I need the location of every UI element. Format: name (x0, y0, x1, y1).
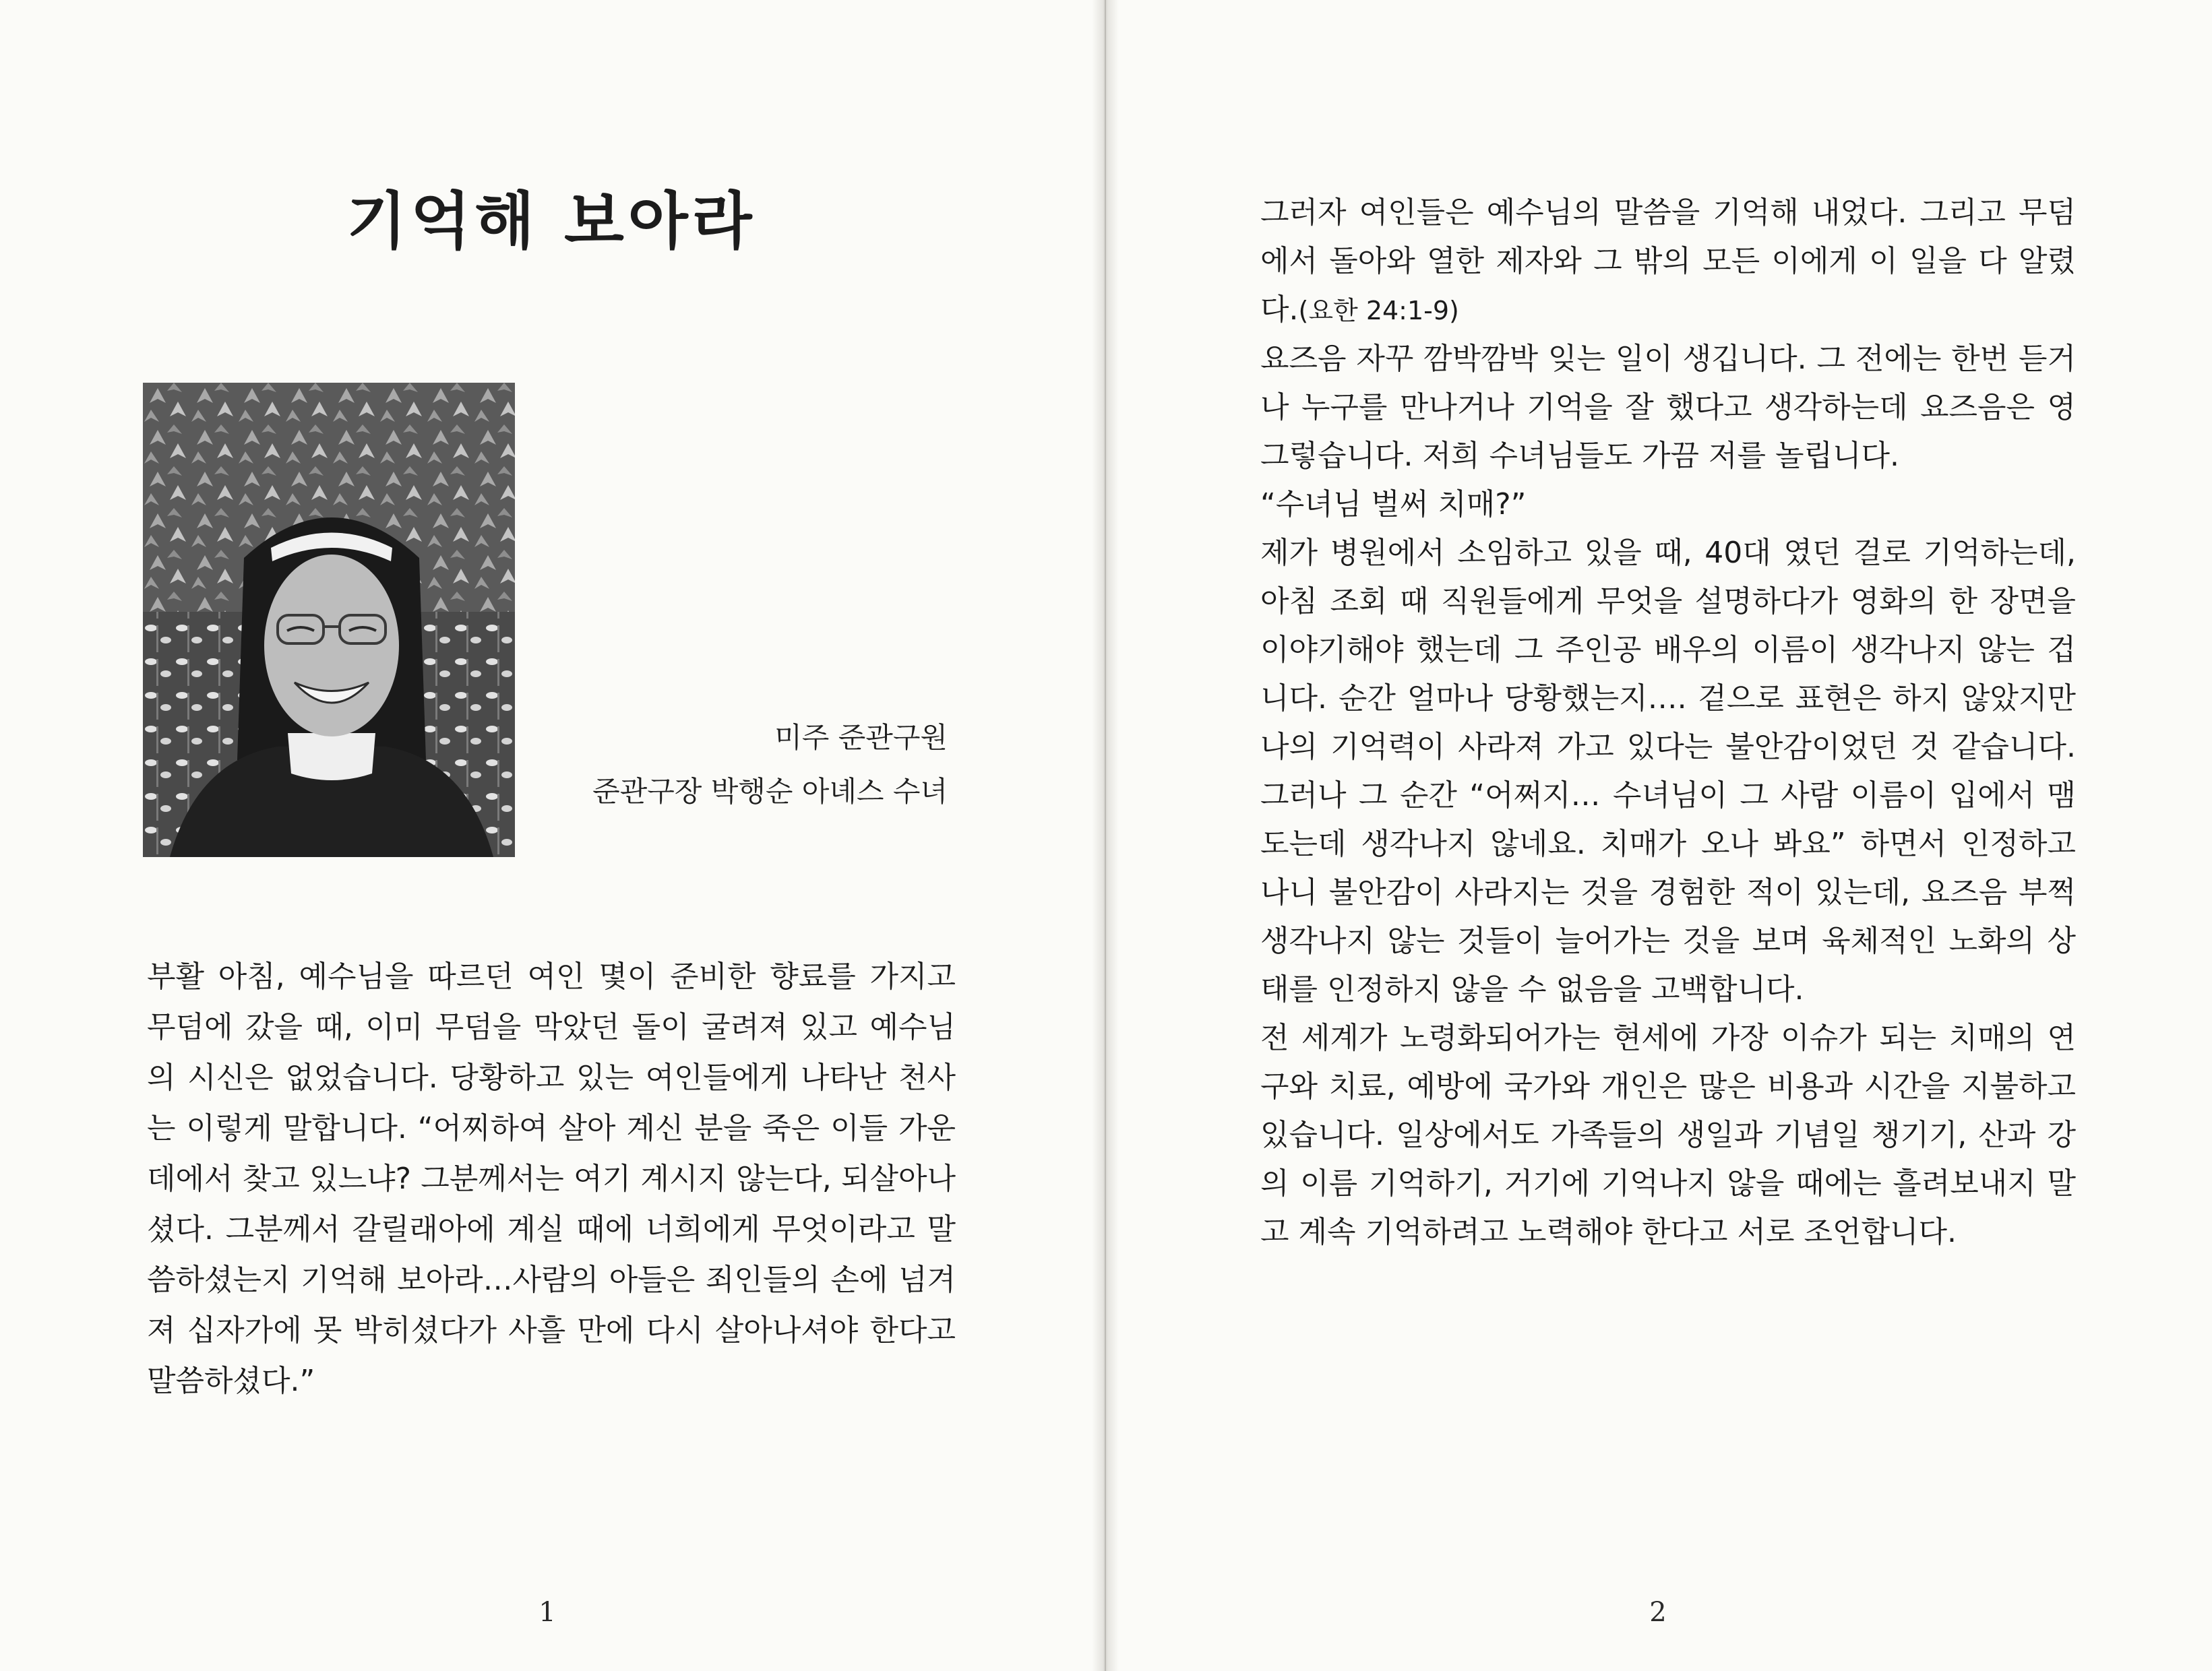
intro-paragraph (1260, 189, 2076, 335)
right-body-text (1260, 189, 2076, 1257)
author-affiliation: 미주 준관구원 (774, 721, 948, 754)
author-name: 준관구장 박행순 아녜스 수녀 (592, 775, 948, 808)
page-number: 2 (1649, 1597, 1667, 1628)
paragraph: 요즈음 자꾸 깜박깜박 잊는 일이 생깁니다. 그 전에는 한번 듣거나 누구를 만나거나 기억을 잘 했다고 생각하는데 요즈음은 영 그렇습니다. 저희 수녀님들도 가끔 저를 놀립니다. (1260, 342, 2076, 473)
author-info (476, 711, 948, 819)
paragraph: 전 세계가 노령화되어가는 현세에 가장 이슈가 되는 치매의 연구와 치료, 예방에 국가와 개인은 많은 비용과 시간을 지불하고 있습니다. 일상에서도 가족들의 생일과 기념일 챙기기, 산과 강의 이름 기억하기, 거기에 기억나지 않을 때에는 흘려보내지 말고 계속 기억하려고 노력해야 한다고 서로 조언합니다. (1260, 1021, 2076, 1249)
paragraph: 제가 병원에서 소임하고 있을 때, 40대 였던 걸로 기억하는데, 아침 조회 때 직원들에게 무엇을 설명하다가 영화의 한 장면을 이야기해야 했는데 그 주인공 배우의 이름이 생각나지 않는 겁니다. 순간 얼마나 당황했는지…. 겉으로 표현은 하지 않았지만 나의 기억력이 사라져 가고 있다는 불안감이었던 것 같습니다. 그러나 그 순간 “어쩌지… 수녀님이 그 사람 이름이 입에서 맴도는데 생각나지 않네요. 치매가 오나 봐요” 하면서 인정하고 나니 불안감이 사라지는 것을 경험한 적이 있는데, 요즈음 부쩍 생각나지 않는 것들이 늘어가는 것을 보며 육체적인 노화의 상태를 인정하지 않을 수 없음을 고백합니다. (1260, 536, 2076, 1007)
scripture-citation: (요한 24:1-9) (1298, 296, 1459, 325)
left-body-text (147, 951, 956, 1406)
quote-line: “수녀님 벌써 치매?” (1260, 487, 1527, 522)
page-number: 1 (539, 1597, 556, 1628)
page-title: 기억해 보아라 (346, 185, 756, 257)
gutter-fold (1105, 0, 1106, 1671)
author-photo (143, 383, 515, 857)
scripture-text: 그러자 여인들은 예수님의 말씀을 기억해 내었다. 그리고 무덤에서 돌아와 열한 제자와 그 밖의 모든 이에게 이 일을 다 알렸다. (1260, 195, 2076, 327)
left-page (0, 0, 1103, 1671)
paragraph: 부활 아침, 예수님을 따르던 여인 몇이 준비한 향료를 가지고 무덤에 갔을 때, 이미 무덤을 막았던 돌이 굴려져 있고 예수님의 시신은 없었습니다. 당황하고 있는 여인들에게 나타난 천사는 이렇게 말합니다. “어찌하여 살아 계신 분을 죽은 이들 가운데에서 찾고 있느냐? 그분께서는 여기 계시지 않는다, 되살아나셨다. 그분께서 갈릴래아에 계실 때에 너희에게 무엇이라고 말씀하셨는지 기억해 보아라…사람의 아들은 죄인들의 손에 넘겨져 십자가에 못 박히셨다가 사흘 만에 다시 살아나셔야 한다고 말씀하셨다.” (147, 959, 956, 1398)
